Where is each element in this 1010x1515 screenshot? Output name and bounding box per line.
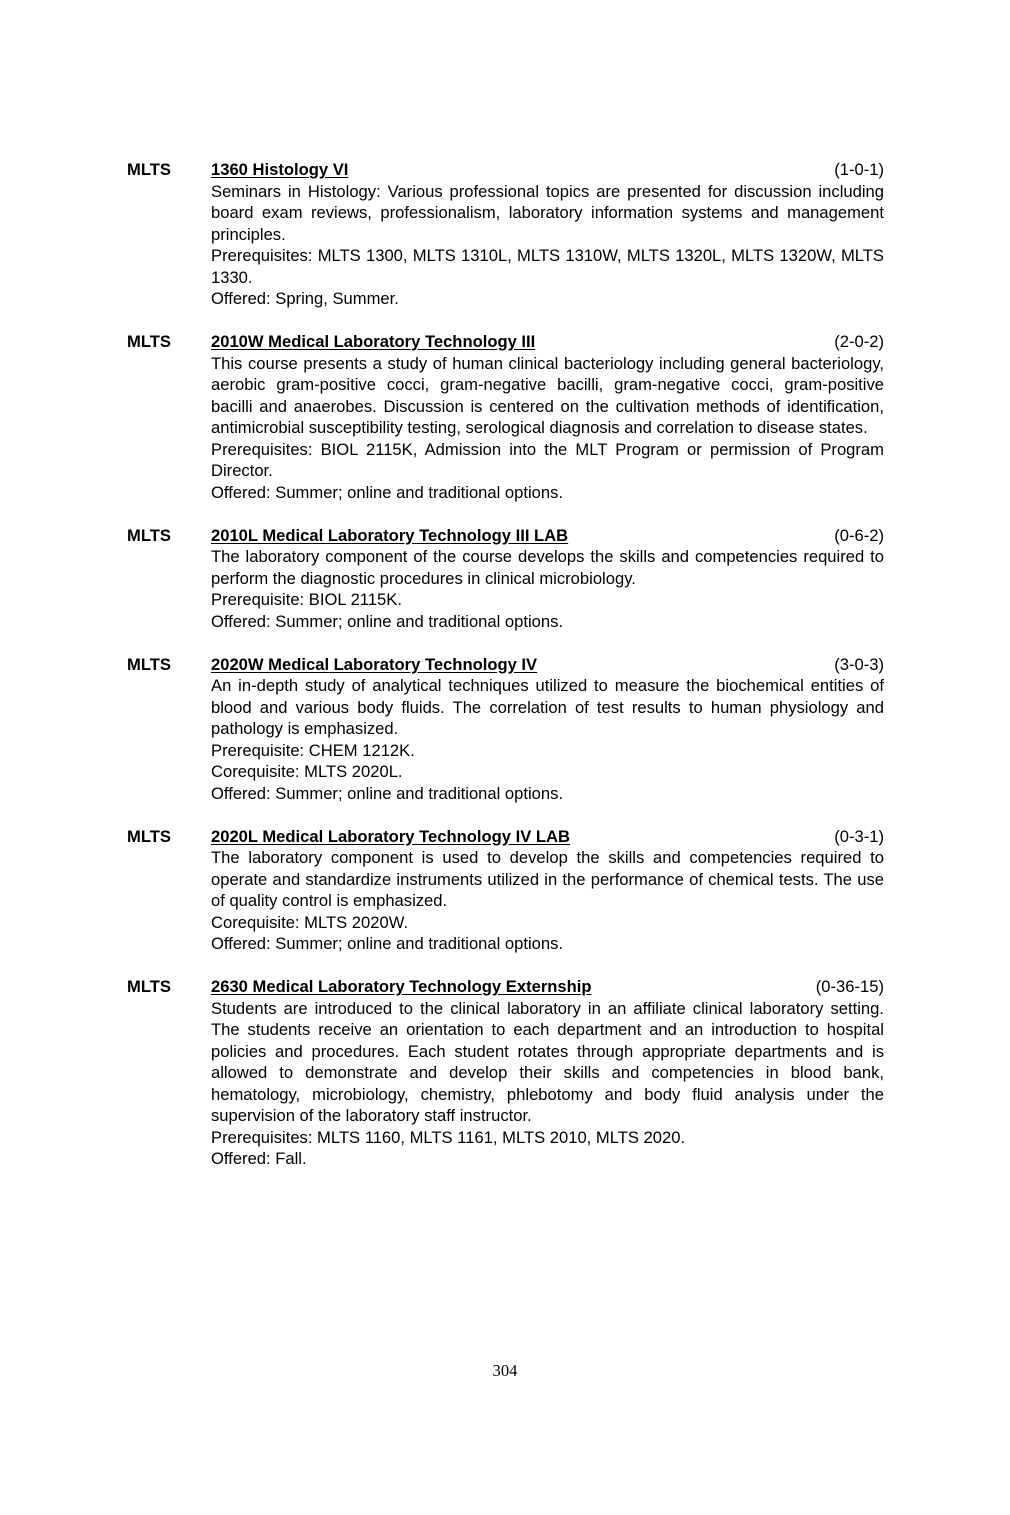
course-entry [0, 654, 1010, 805]
course-entry [0, 826, 1010, 955]
course-credits: (0-6-2) [834, 525, 884, 545]
course-offered: Offered: Summer; online and traditional options. [211, 482, 564, 502]
course-credits: (0-36-15) [815, 977, 884, 996]
course-description: The laboratory component is used to develop the skills and competencies required to operate and standardize instruments utilized in the performance of chemical tests. The use of quality control is emphasized. [211, 848, 884, 910]
course-title: 2020W Medical Laboratory Technology IV [211, 654, 538, 674]
course-subject: MLTS [127, 826, 171, 846]
course-prerequisites: Prerequisites: MLTS 1300, MLTS 1310L, MLTS 1310W, MLTS 1320L, MLTS 1320W, MLTS 1330. [211, 246, 884, 287]
course-offered: Offered: Fall. [211, 1149, 307, 1168]
course-body [211, 353, 884, 504]
course-header [0, 331, 1010, 353]
course-header [0, 525, 1010, 547]
course-description: Seminars in Histology: Various professional topics are presented for discussion including board exam reviews, professionalism, laboratory information systems and management principles. [211, 181, 884, 244]
course-offered: Offered: Summer; online and traditional options. [211, 783, 564, 803]
course-credits: (0-3-1) [834, 826, 884, 846]
course-title: 2630 Medical Laboratory Technology Externship [211, 977, 592, 996]
course-subject: MLTS [127, 654, 171, 674]
course-entry [0, 159, 1010, 310]
course-body [211, 675, 884, 804]
course-body [211, 847, 884, 955]
course-header [0, 976, 1010, 998]
course-title: 2010W Medical Laboratory Technology III [211, 332, 536, 351]
course-prerequisites: Prerequisite: BIOL 2115K. [211, 590, 402, 609]
course-list [0, 159, 1010, 1191]
course-credits: (2-0-2) [834, 332, 884, 351]
course-body [211, 546, 884, 632]
course-offered: Offered: Summer; online and traditional options. [211, 611, 564, 631]
course-header [0, 654, 1010, 676]
course-header [0, 159, 1010, 181]
course-entry [0, 525, 1010, 633]
course-entry [0, 331, 1010, 503]
course-description: This course presents a study of human clinical bacteriology including general bacteriology, aerobic gram-positive cocci, gram-negative bacilli, gram-negative cocci, gram-positive bacilli and anaerobes. Discussion is centered on the cultivation methods of identification, antimicrobial susceptibility testing, serological diagnosis and correlation to disease states. [211, 353, 884, 437]
course-prerequisites: Prerequisites: BIOL 2115K, Admission into the MLT Program or permission of Program Director. [211, 439, 884, 480]
course-description: An in-depth study of analytical techniques utilized to measure the biochemical entities of blood and various body fluids. The correlation of test results to human physiology and pathology is emphasized. [211, 676, 884, 738]
course-title: 2010L Medical Laboratory Technology III LAB [211, 525, 569, 545]
course-title: 2020L Medical Laboratory Technology IV LAB [211, 826, 571, 846]
course-subject: MLTS [127, 332, 171, 351]
course-prerequisites: Prerequisites: MLTS 1160, MLTS 1161, MLTS 2010, MLTS 2020. [211, 1127, 686, 1147]
course-prerequisites: Prerequisite: CHEM 1212K. [211, 740, 415, 760]
course-entry [0, 976, 1010, 1170]
course-body [211, 998, 884, 1170]
course-description: Students are introduced to the clinical laboratory in an affiliate clinical laboratory setting. The students receive an orientation to each department and an introduction to hospital policies and procedures. Each student rotates through appropriate departments and is allowed to demonstrate and develop their skills and competencies in blood bank, hematology, microbiology, chemistry, phlebotomy and body fluid analysis under the supervision of the laboratory staff instructor. [211, 998, 884, 1125]
course-subject: MLTS [127, 525, 171, 545]
course-title: 1360 Histology VI [211, 160, 349, 179]
course-corequisites: Corequisite: MLTS 2020W. [211, 912, 409, 932]
course-body [211, 181, 884, 310]
course-offered: Offered: Summer; online and traditional options. [211, 934, 564, 953]
course-offered: Offered: Spring, Summer. [211, 289, 399, 308]
course-description: The laboratory component of the course develops the skills and competencies required to perform the diagnostic procedures in clinical microbiology. [211, 547, 884, 588]
course-credits: (1-0-1) [834, 160, 884, 179]
course-header [0, 826, 1010, 848]
course-corequisites: Corequisite: MLTS 2020L. [211, 762, 403, 781]
course-subject: MLTS [127, 977, 171, 996]
page-number: 304 [492, 1361, 518, 1380]
course-subject: MLTS [127, 160, 171, 179]
course-credits: (3-0-3) [834, 654, 884, 674]
